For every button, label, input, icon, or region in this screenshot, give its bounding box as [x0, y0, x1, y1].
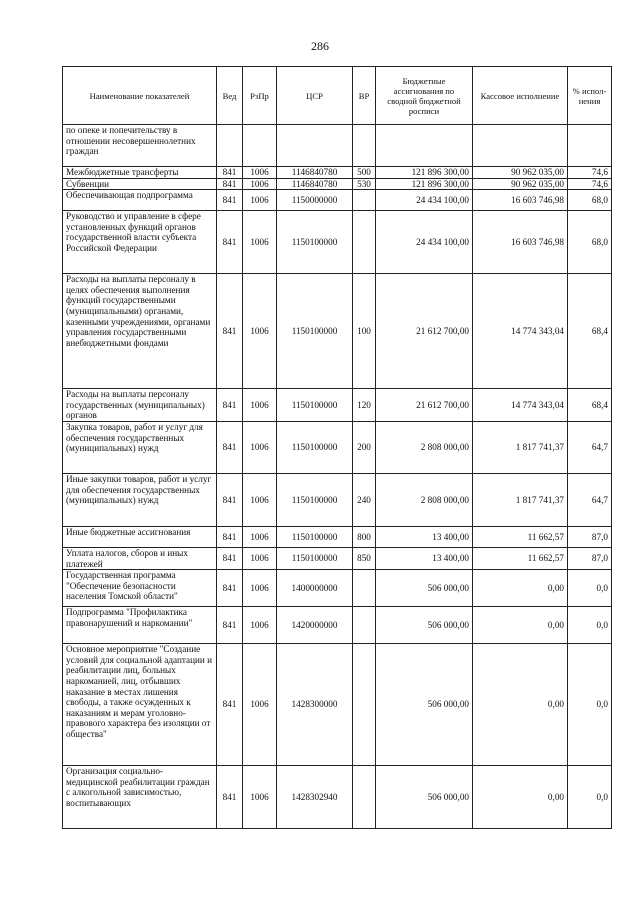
row-cash-execution: 1 817 741,37: [473, 473, 568, 526]
header-row: [63, 67, 612, 125]
row-vr: 120: [353, 389, 376, 422]
row-execution-percent: 74,6: [568, 178, 612, 190]
row-vr: [353, 190, 376, 211]
row-rzpr: 1006: [243, 167, 277, 179]
table-row: [63, 607, 612, 644]
row-assignments: 21 612 700,00: [376, 389, 473, 422]
row-ved: 841: [217, 421, 243, 473]
row-cash-execution: 16 603 746,98: [473, 190, 568, 211]
row-name: Уплата налогов, сборов и иных платежей: [63, 547, 217, 569]
row-name: Межбюджетные трансферты: [63, 167, 217, 179]
budget-execution-table: [62, 66, 612, 829]
row-csr: 1150100000: [277, 421, 353, 473]
row-ved: 841: [217, 190, 243, 211]
header-cash-execution: Кассовое исполнение: [473, 67, 568, 125]
row-name: Субвенции: [63, 178, 217, 190]
row-csr: 1146840780: [277, 178, 353, 190]
row-vr: 240: [353, 473, 376, 526]
row-execution-percent: 64,7: [568, 473, 612, 526]
table-row: [63, 389, 612, 422]
row-assignments: 21 612 700,00: [376, 274, 473, 389]
table-row: [63, 211, 612, 274]
row-vr: 200: [353, 421, 376, 473]
header-name: Наименование показателей: [63, 67, 217, 125]
row-assignments: 2 808 000,00: [376, 421, 473, 473]
row-name: Организация социально-медицинской реабилитации граждан с алкогольной зависимостью, воспитывающих: [63, 766, 217, 829]
row-execution-percent: 0,0: [568, 644, 612, 766]
row-csr: 1420000000: [277, 607, 353, 644]
header-execution-percent: % испол-нения: [568, 67, 612, 125]
row-vr: [353, 125, 376, 167]
row-ved: 841: [217, 570, 243, 607]
table-row: [63, 125, 612, 167]
row-csr: 1150100000: [277, 473, 353, 526]
row-execution-percent: [568, 125, 612, 167]
row-assignments: 506 000,00: [376, 570, 473, 607]
row-assignments: 506 000,00: [376, 607, 473, 644]
row-assignments: 13 400,00: [376, 547, 473, 569]
row-name: Расходы на выплаты персоналу государственных (муниципальных) органов: [63, 389, 217, 422]
table-row: [63, 766, 612, 829]
row-csr: 1146840780: [277, 167, 353, 179]
row-vr: [353, 644, 376, 766]
row-vr: 530: [353, 178, 376, 190]
header-assignments: Бюджетные ассигнования по сводной бюджетной росписи: [376, 67, 473, 125]
row-cash-execution: 0,00: [473, 607, 568, 644]
row-rzpr: 1006: [243, 644, 277, 766]
row-assignments: 506 000,00: [376, 644, 473, 766]
row-rzpr: 1006: [243, 389, 277, 422]
row-name: Основное мероприятие "Создание условий для социальной адаптации и реабилитации лиц, больных наркоманией, лиц, отбывших наказание в местах лишения свободы, а также осужденных к наказаниям и мерам уголовно-правового характера без изоляции от общества": [63, 644, 217, 766]
row-execution-percent: 68,0: [568, 211, 612, 274]
row-cash-execution: 14 774 343,04: [473, 389, 568, 422]
row-name: по опеке и попечительству в отношении несовершеннолетних граждан: [63, 125, 217, 167]
row-assignments: 2 808 000,00: [376, 473, 473, 526]
table-row: [63, 644, 612, 766]
row-cash-execution: 0,00: [473, 644, 568, 766]
row-cash-execution: 90 962 035,00: [473, 167, 568, 179]
row-execution-percent: 68,0: [568, 190, 612, 211]
table-row: [63, 167, 612, 179]
row-rzpr: [243, 125, 277, 167]
row-assignments: 24 434 100,00: [376, 211, 473, 274]
table-row: [63, 421, 612, 473]
row-execution-percent: 74,6: [568, 167, 612, 179]
row-vr: [353, 211, 376, 274]
row-csr: [277, 125, 353, 167]
row-execution-percent: 0,0: [568, 766, 612, 829]
row-name: Расходы на выплаты персоналу в целях обеспечения выполнения функций государственными (муниципальными) органами, казенными учреждениями, органами управления государственными внебюджетными фондами: [63, 274, 217, 389]
row-vr: [353, 766, 376, 829]
row-execution-percent: 64,7: [568, 421, 612, 473]
row-ved: 841: [217, 167, 243, 179]
row-cash-execution: 11 662,57: [473, 547, 568, 569]
row-ved: 841: [217, 473, 243, 526]
row-assignments: 121 896 300,00: [376, 167, 473, 179]
row-ved: 841: [217, 607, 243, 644]
row-assignments: 13 400,00: [376, 526, 473, 547]
row-cash-execution: 0,00: [473, 766, 568, 829]
row-assignments: [376, 125, 473, 167]
row-vr: [353, 570, 376, 607]
row-vr: 800: [353, 526, 376, 547]
row-execution-percent: 68,4: [568, 274, 612, 389]
row-cash-execution: 16 603 746,98: [473, 211, 568, 274]
row-csr: 1150100000: [277, 526, 353, 547]
page-number: 286: [311, 39, 329, 53]
row-csr: 1150100000: [277, 547, 353, 569]
row-rzpr: 1006: [243, 766, 277, 829]
row-csr: 1150000000: [277, 190, 353, 211]
row-vr: 850: [353, 547, 376, 569]
row-ved: 841: [217, 766, 243, 829]
row-rzpr: 1006: [243, 570, 277, 607]
row-name: Иные бюджетные ассигнования: [63, 526, 217, 547]
row-csr: 1428300000: [277, 644, 353, 766]
row-rzpr: 1006: [243, 274, 277, 389]
row-cash-execution: [473, 125, 568, 167]
row-name: Обеспечивающая подпрограмма: [63, 190, 217, 211]
table-row: [63, 473, 612, 526]
row-execution-percent: 68,4: [568, 389, 612, 422]
row-cash-execution: 14 774 343,04: [473, 274, 568, 389]
table-row: [63, 274, 612, 389]
row-assignments: 506 000,00: [376, 766, 473, 829]
table-row: [63, 526, 612, 547]
row-rzpr: 1006: [243, 526, 277, 547]
row-ved: 841: [217, 389, 243, 422]
row-vr: 100: [353, 274, 376, 389]
table-row: [63, 178, 612, 190]
table-row: [63, 547, 612, 569]
header-rzpr: РзПр: [243, 67, 277, 125]
table-row: [63, 190, 612, 211]
row-ved: 841: [217, 274, 243, 389]
row-rzpr: 1006: [243, 211, 277, 274]
row-ved: 841: [217, 211, 243, 274]
header-vr: ВР: [353, 67, 376, 125]
row-execution-percent: 0,0: [568, 570, 612, 607]
row-assignments: 24 434 100,00: [376, 190, 473, 211]
row-vr: [353, 607, 376, 644]
row-ved: 841: [217, 178, 243, 190]
row-vr: 500: [353, 167, 376, 179]
row-rzpr: 1006: [243, 607, 277, 644]
header-ved: Вед: [217, 67, 243, 125]
row-csr: 1150100000: [277, 389, 353, 422]
row-csr: 1150100000: [277, 211, 353, 274]
row-ved: [217, 125, 243, 167]
row-csr: 1428302940: [277, 766, 353, 829]
row-execution-percent: 87,0: [568, 547, 612, 569]
row-rzpr: 1006: [243, 178, 277, 190]
row-cash-execution: 1 817 741,37: [473, 421, 568, 473]
row-cash-execution: 11 662,57: [473, 526, 568, 547]
row-csr: 1150100000: [277, 274, 353, 389]
table-row: [63, 570, 612, 607]
row-execution-percent: 0,0: [568, 607, 612, 644]
row-name: Руководство и управление в сфере установленных функций органов государственной власти субъекта Российской Федерации: [63, 211, 217, 274]
row-cash-execution: 90 962 035,00: [473, 178, 568, 190]
row-csr: 1400000000: [277, 570, 353, 607]
row-name: Закупка товаров, работ и услуг для обеспечения государственных (муниципальных) нужд: [63, 421, 217, 473]
row-ved: 841: [217, 547, 243, 569]
row-name: Подпрограмма "Профилактика правонарушений и наркомании": [63, 607, 217, 644]
row-rzpr: 1006: [243, 421, 277, 473]
row-name: Государственная программа "Обеспечение безопасности населения Томской области": [63, 570, 217, 607]
row-cash-execution: 0,00: [473, 570, 568, 607]
row-ved: 841: [217, 526, 243, 547]
row-execution-percent: 87,0: [568, 526, 612, 547]
row-rzpr: 1006: [243, 190, 277, 211]
row-assignments: 121 896 300,00: [376, 178, 473, 190]
header-csr: ЦСР: [277, 67, 353, 125]
row-rzpr: 1006: [243, 473, 277, 526]
row-name: Иные закупки товаров, работ и услуг для обеспечения государственных (муниципальных) нужд: [63, 473, 217, 526]
row-ved: 841: [217, 644, 243, 766]
row-rzpr: 1006: [243, 547, 277, 569]
